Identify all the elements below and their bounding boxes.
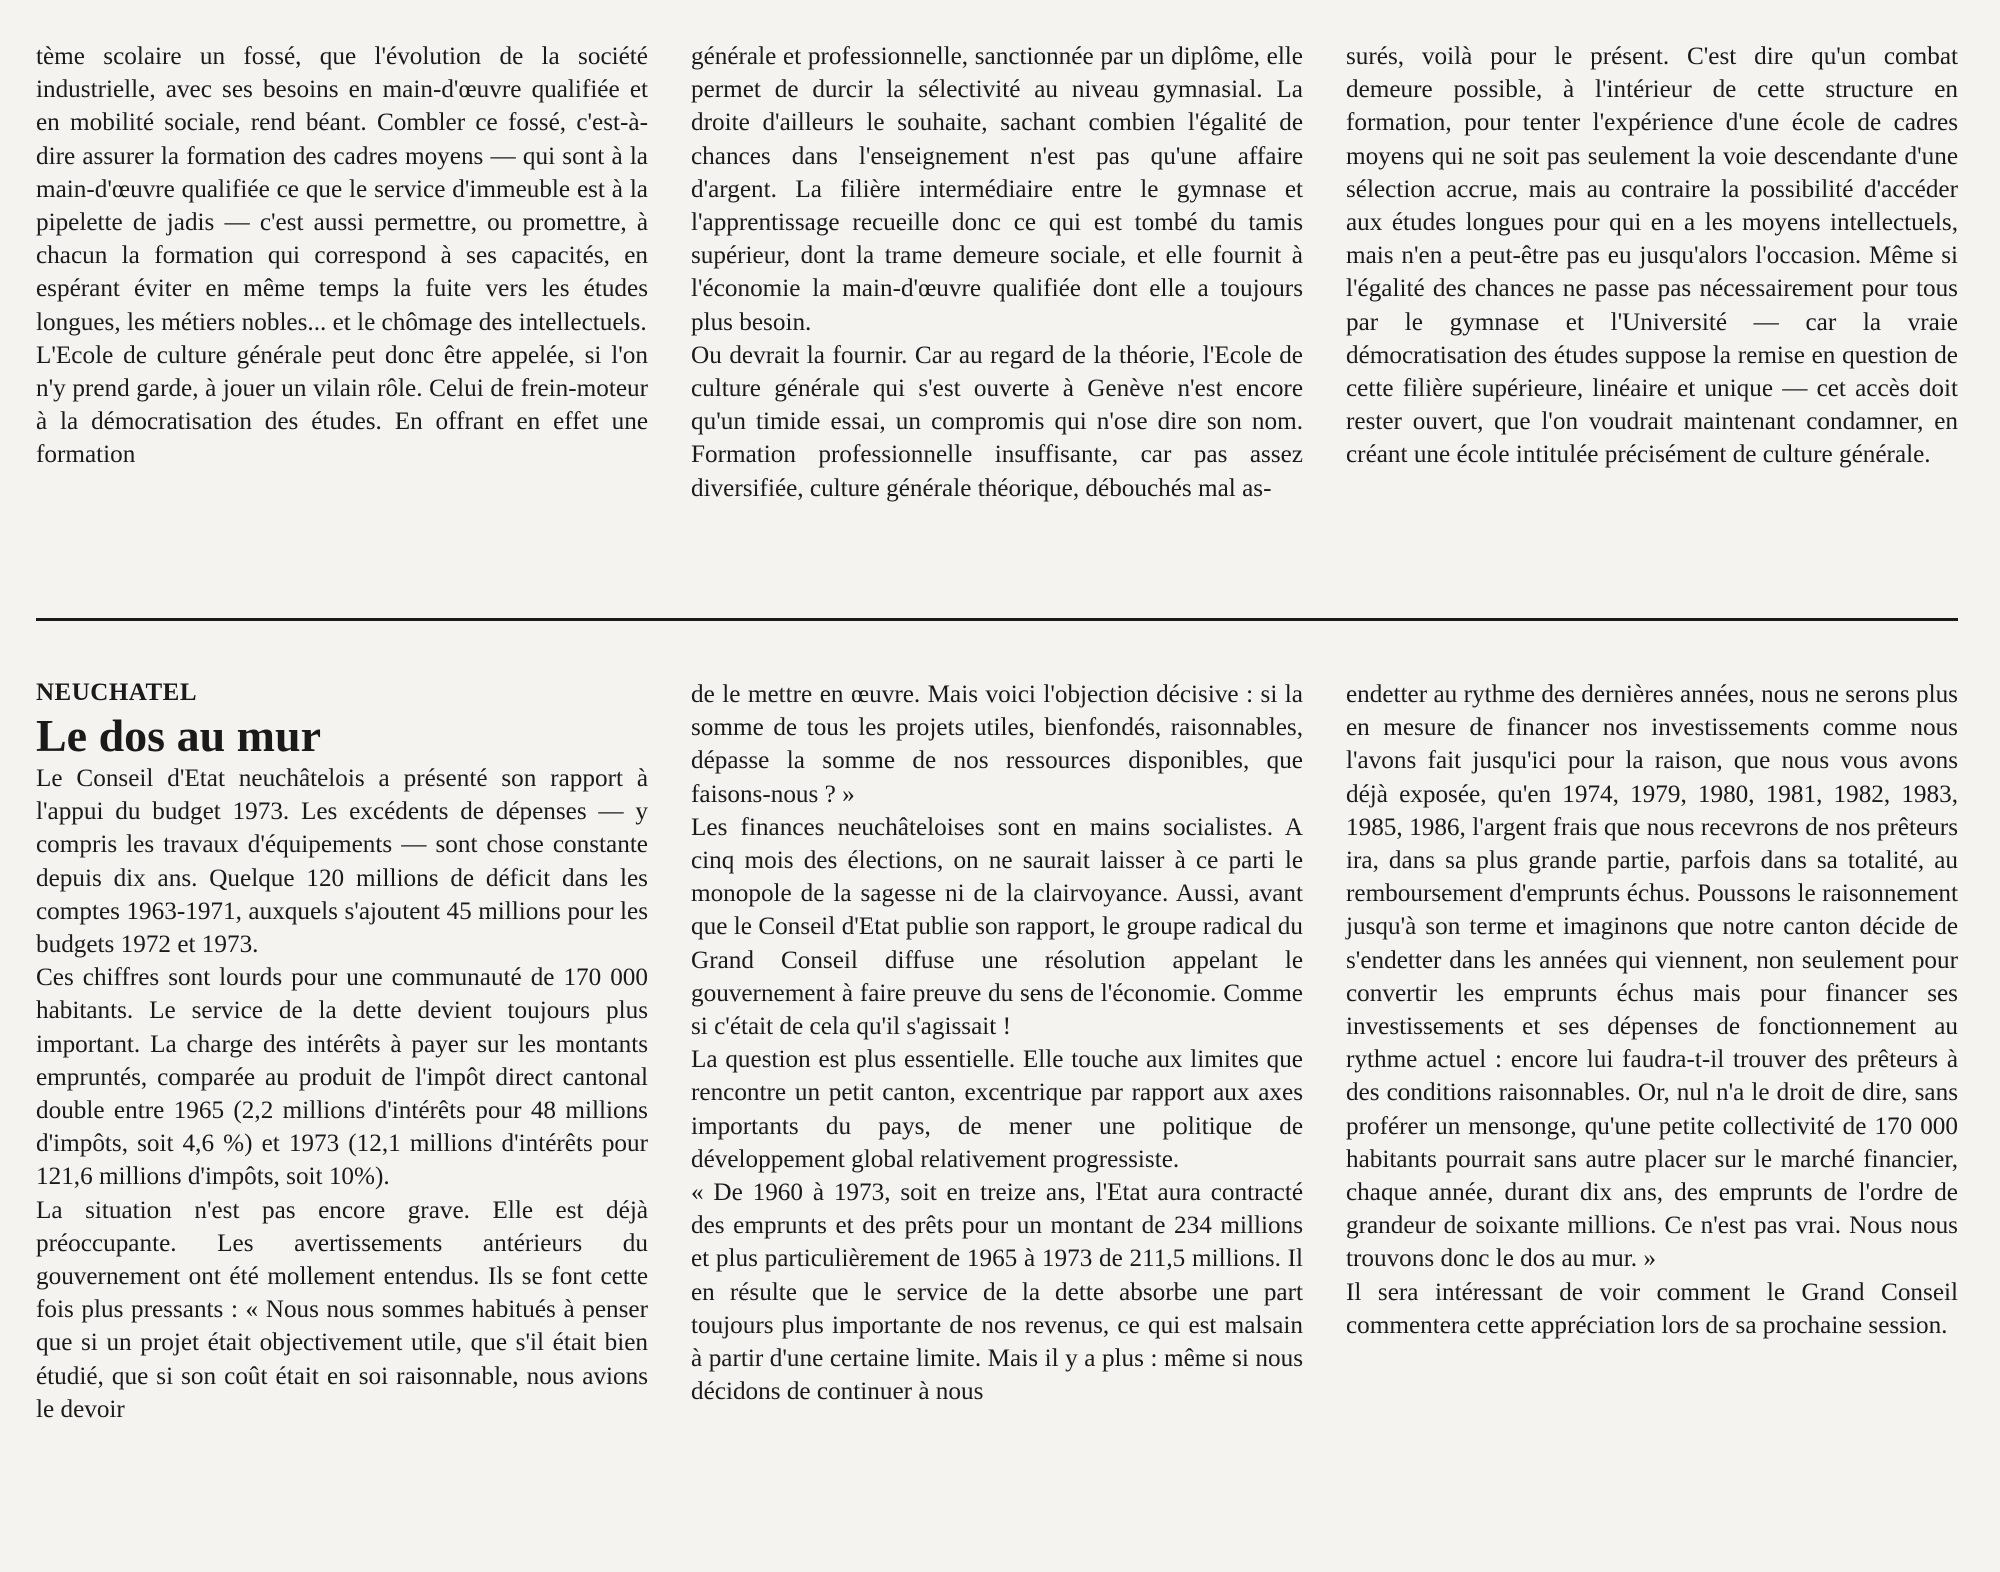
article-headline: Le dos au mur [36, 710, 321, 761]
paragraph: L'Ecole de culture générale peut donc être appelée, si l'on n'y prend garde, à jouer un vilain rôle. Celui de frein-moteur à la démocratisation des études. En offrant en effet une formation [36, 341, 648, 469]
paragraph: Ces chiffres sont lourds pour une communauté de 170 000 habitants. Le service de la dette devient toujours plus important. La charge des intérêts à payer sur les montants empruntés, comparée au produit de l'impôt direct cantonal double entre 1965 (2,2 millions d'intérêts pour 48 millions d'impôts, soit 4,6 %) et 1973 (12,1 millions d'intérêts pour 121,6 millions d'impôts, soit 10%). [36, 964, 648, 1191]
paragraph: Les finances neuchâteloises sont en mains socialistes. A cinq mois des élections, on ne saurait laisser à ce parti le monopole de la sagesse ni de la clairvoyance. Aussi, avant que le Conseil d'Etat publie son rapport, le groupe radical du Grand Conseil diffuse une résolution appelant le gouvernement à faire preuve du sens de l'économie. Comme si c'était de cela qu'il s'agissait ! [691, 813, 1303, 1041]
article-columns [36, 678, 1958, 1426]
paragraph: surés, voilà pour le présent. C'est dire qu'un combat demeure possible, à l'intérieur de cette structure en formation, pour tenter l'expérience d'une école de cadres moyens qui ne soit pas seulement la voie descendante d'une sélection accrue, mais au contraire la possibilité d'accéder aux études longues pour qui en a les moyens intellectuels, mais n'en a peut-être pas eu jusqu'alors l'occasion. Même si l'égalité des chances ne passe pas nécessairement pour tous par le gymnase et l'Université — car la vraie démocratisation des études suppose la remise en question de cette filière supérieure, linéaire et unique — cet accès doit rester ouvert, que l'on voudrait maintenant condamner, en créant une école intitulée précisément de culture générale. [1346, 43, 1958, 469]
paragraph: Il sera intéressant de voir comment le Grand Conseil commentera cette appréciation lors de sa prochaine session. [1346, 1278, 1958, 1339]
paragraph: générale et professionnelle, sanctionnée par un diplôme, elle permet de durcir la sélectivité au niveau gymnasial. La droite d'ailleurs le souhaite, sachant combien l'égalité de chances dans l'enseignement n'est pas qu'une affaire d'argent. La filière intermédiaire entre le gymnase et l'apprentissage recueille donc ce qui est tombé du tamis supérieur, dont la trame demeure sociale, et elle fournit à l'économie la main-d'œuvre qualifiée dont elle a toujours plus besoin. [691, 43, 1303, 336]
article-column-3 [1346, 678, 1958, 1426]
paragraph: tème scolaire un fossé, que l'évolution de la société industrielle, avec ses besoins en main-d'œuvre qualifiée et en mobilité sociale, rend béant. Combler ce fossé, c'est-à-dire assurer la formation des cadres moyens — qui sont à la main-d'œuvre qualifiée ce que le service d'immeuble est à la pipelette de jadis — c'est aussi permettre, ou promettre, à chacun la formation qui correspond à ses capacités, en espérant éviter en même temps la fuite vers les études longues, les métiers nobles... et le chômage des intellectuels. [36, 43, 648, 336]
paragraph: Le Conseil d'Etat neuchâtelois a présenté son rapport à l'appui du budget 1973. Les excédents de dépenses — y compris les travaux d'équipements — sont chose constante depuis dix ans. Quelque 120 millions de déficit dans les comptes 1963-1971, auxquels s'ajoutent 45 millions pour les budgets 1972 et 1973. [36, 765, 648, 959]
article-column-1 [36, 678, 648, 1426]
paragraph: La question est plus essentielle. Elle touche aux limites que rencontre un petit canton, excentrique par rapport aux axes importants du pays, de mener une politique de développement global relativement progressiste. [691, 1046, 1303, 1173]
top-column-2 [691, 40, 1303, 505]
section-kicker: NEUCHATEL [36, 679, 198, 706]
section-divider [36, 618, 1958, 621]
paragraph: La situation n'est pas encore grave. Elle est déjà préoccupante. Les avertissements antérieurs du gouvernement ont été mollement entendus. Ils se font cette fois plus pressants : « Nous nous sommes habitués à penser que si un projet était objectivement utile, que s'il était bien étudié, que si son coût était en soi raisonnable, nous avions le devoir [36, 1196, 648, 1423]
top-column-3 [1346, 40, 1958, 505]
paragraph: « De 1960 à 1973, soit en treize ans, l'Etat aura contracté des emprunts et des prêts pour un montant de 234 millions et plus particulièrement de 1965 à 1973 de 211,5 millions. Il en résulte que le service de la dette absorbe une part toujours plus importante de nos revenus, ce qui est malsain à partir d'une certaine limite. Mais il y a plus : même si nous décidons de continuer à nous [691, 1179, 1303, 1406]
top-article-columns [36, 40, 1958, 505]
paragraph: Ou devrait la fournir. Car au regard de la théorie, l'Ecole de culture générale qui s'est ouverte à Genève n'est encore qu'un timide essai, un compromis qui n'ose dire son nom. Formation professionnelle insuffisante, car pas assez diversifiée, culture générale théorique, débouchés mal as- [691, 341, 1303, 502]
article-column-2 [691, 678, 1303, 1426]
paragraph: endetter au rythme des dernières années, nous ne serons plus en mesure de financer nos investissements comme nous l'avons fait jusqu'ici pour la raison, que nous vous avons déjà exposée, qu'en 1974, 1979, 1980, 1981, 1982, 1983, 1985, 1986, l'argent frais que nous recevrons de nos prêteurs ira, dans sa plus grande partie, parfois dans sa totalité, au remboursement d'emprunts échus. Poussons le raisonnement jusqu'à son terme et imaginons que notre canton décide de s'endetter dans les années qui viennent, non seulement pour convertir les emprunts échus mais pour financer ses investissements et ses dépenses de fonctionnement au rythme actuel : encore lui faudra-t-il trouver des prêteurs à des conditions raisonnables. Or, nul n'a le droit de dire, sans proférer un mensonge, qu'une petite collectivité de 170 000 habitants pourrait sans autre placer sur le marché financier, chaque année, durant dix ans, des emprunts de l'ordre de grandeur de soixante millions. Ce n'est pas vrai. Nous nous trouvons donc le dos au mur. » [1346, 681, 1958, 1273]
paragraph: de le mettre en œuvre. Mais voici l'objection décisive : si la somme de tous les projets utiles, bienfondés, raisonnables, dépasse la somme de nos ressources disponibles, que faisons-nous ? » [691, 681, 1303, 808]
top-column-1 [36, 40, 648, 505]
